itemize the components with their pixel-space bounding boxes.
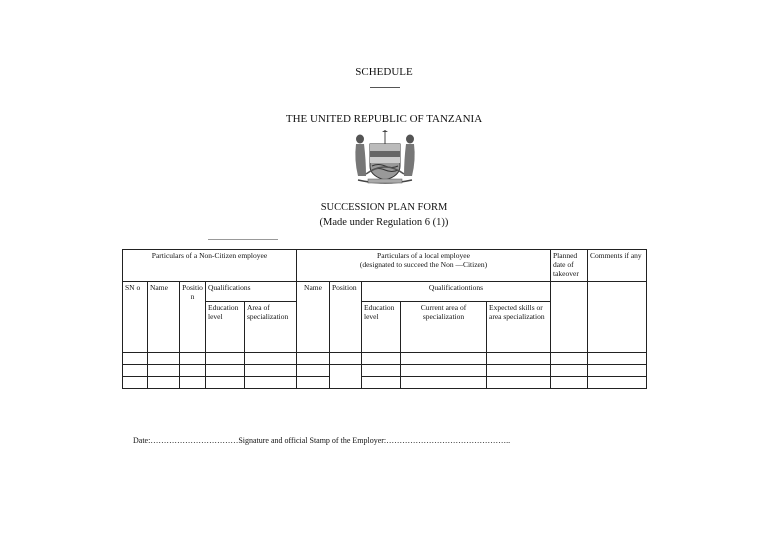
local-group-line1: Particulars of a local employee: [377, 251, 470, 260]
succession-plan-table: [122, 249, 647, 389]
subtitle-divider: [208, 239, 278, 241]
planned-takeover-header: Planned date of takeover: [551, 250, 588, 282]
name-header: Name: [148, 282, 180, 353]
position-header: Positio n: [180, 282, 206, 353]
heading-divider: [370, 87, 400, 89]
education-level-header: Education level: [206, 302, 245, 353]
column-header-row: [123, 282, 647, 302]
local-group-line2: (designated to succeed the Non —Citizen): [359, 260, 488, 269]
current-area-header: Current area of specialization: [401, 302, 487, 353]
planned-cell-empty: [551, 282, 588, 353]
qualifications-header: Qualifications: [206, 282, 297, 302]
group-header-row: [123, 250, 647, 282]
table-row: [123, 377, 647, 389]
area-specialization-header: Area of specialization: [245, 302, 297, 353]
local-position-header: Position: [330, 282, 362, 353]
local-group-header: [297, 250, 551, 282]
local-qualifications-header: Qualificationtions: [362, 282, 551, 302]
table-row: [123, 365, 647, 377]
local-education-level-header: Education level: [362, 302, 401, 353]
non-citizen-group-header: Particulars of a Non-Citizen employee: [123, 250, 297, 282]
comments-cell-empty: [588, 282, 647, 353]
signature-line: Date:……………………………Signature and official Stamp of the Employer:………………………………………..: [133, 436, 511, 445]
regulation-subtitle: (Made under Regulation 6 (1)): [319, 217, 449, 228]
country-title: THE UNITED REPUBLIC OF TANZANIA: [285, 113, 483, 125]
local-name-header: Name: [297, 282, 330, 353]
form-title: SUCCESSION PLAN FORM: [320, 202, 448, 213]
coat-of-arms-icon: [352, 130, 418, 186]
expected-skills-header: Expected skills or area specialization: [487, 302, 551, 353]
schedule-heading: SCHEDULE: [355, 66, 413, 78]
table-row: [123, 353, 647, 365]
sno-header: SN o: [123, 282, 148, 353]
comments-header: Comments if any: [588, 250, 647, 282]
